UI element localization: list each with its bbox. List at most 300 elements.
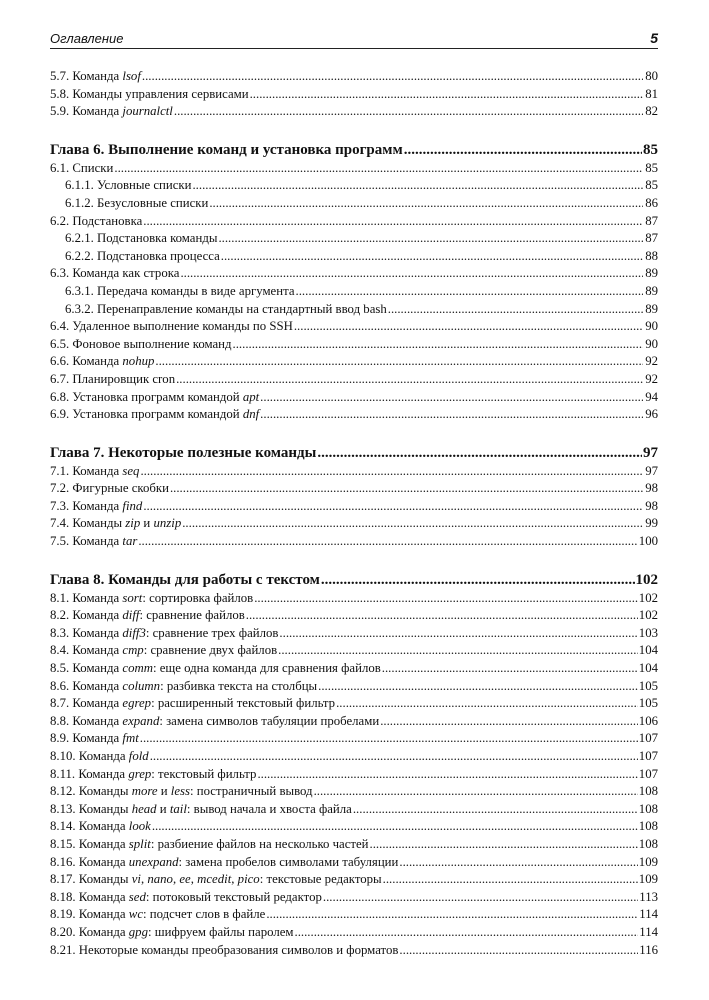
dot-leader: [257, 766, 637, 784]
entry-page-number: 105: [638, 696, 658, 711]
toc-entry[interactable]: [50, 730, 658, 748]
entry-text: 8.12. Команды: [50, 784, 132, 799]
entry-title: [65, 177, 191, 195]
entry-title: [50, 713, 379, 731]
entry-page-number: 114: [639, 907, 658, 922]
entry-text: : сравнение трех файлов: [145, 625, 279, 640]
dot-leader: [321, 571, 635, 590]
command-name: diff3: [122, 625, 146, 640]
entry-text: : сравнение двух файлов: [143, 643, 278, 658]
toc-section: [50, 68, 658, 121]
command-name: expand: [122, 713, 160, 728]
chapter-title: Глава 6. Выполнение команд и установка программ: [50, 141, 403, 158]
entry-text: ,: [140, 872, 148, 887]
toc-entry[interactable]: [50, 248, 658, 266]
entry-text: : подсчет слов в файле: [143, 907, 266, 922]
entry-text: : сортировка файлов: [142, 590, 254, 605]
toc-entry[interactable]: [50, 406, 658, 424]
toc-entry[interactable]: [50, 353, 658, 371]
entry-page-number: 86: [645, 195, 658, 210]
entry-text: 8.8. Команда: [50, 713, 123, 728]
dot-leader: [336, 695, 638, 713]
entry-text: 8.5. Команда: [50, 661, 123, 676]
dot-leader: [294, 318, 643, 336]
entry-text: 6.6. Команда: [50, 354, 123, 369]
toc-entry[interactable]: [50, 301, 658, 319]
toc-entry[interactable]: [50, 871, 658, 889]
entry-page-number: 109: [638, 854, 658, 869]
entry-text: : замена символов табуляции пробелами: [159, 713, 380, 728]
entry-page-number: 98: [645, 498, 658, 513]
entry-page-number: 89: [645, 283, 658, 298]
entry-title: [50, 103, 173, 121]
dot-leader: [353, 801, 638, 819]
toc-chapter-heading[interactable]: [50, 141, 658, 160]
dot-leader: [180, 265, 643, 283]
entry-text: : сравнение файлов: [139, 608, 245, 623]
running-header: [50, 30, 658, 49]
entry-text: 8.19. Команда: [50, 907, 129, 922]
dot-leader: [399, 942, 638, 960]
entry-title: [50, 695, 335, 713]
entry-title: [50, 660, 381, 678]
toc-entry[interactable]: [50, 906, 658, 924]
entry-title: [50, 389, 259, 407]
dot-leader: [318, 678, 638, 696]
dot-leader: [317, 444, 642, 463]
entry-text: и: [157, 784, 171, 799]
chapter-page-number: 85: [643, 141, 658, 158]
toc-entry[interactable]: [50, 801, 658, 819]
entry-text: 8.9. Команда: [50, 731, 123, 746]
entry-page-number: 87: [645, 231, 658, 246]
command-name: nohup: [122, 354, 155, 369]
entry-text: 6.1.1. Условные списки: [65, 178, 192, 193]
dot-leader: [221, 248, 643, 266]
toc-entry[interactable]: [50, 103, 658, 121]
entry-page-number: 82: [645, 104, 658, 119]
dot-leader: [404, 141, 642, 160]
toc-entry[interactable]: [50, 498, 658, 516]
entry-page-number: 108: [638, 836, 658, 851]
command-name: wc: [128, 907, 143, 922]
entry-title: [50, 607, 245, 625]
command-name: apt: [242, 389, 260, 404]
chapter-page-number: 102: [635, 571, 658, 588]
entry-text: ,: [190, 872, 198, 887]
entry-text: 6.1. Списки: [50, 160, 114, 175]
entry-text: 5.9. Команда: [50, 104, 123, 119]
entry-page-number: 108: [638, 784, 658, 799]
dot-leader: [192, 177, 643, 195]
entry-page-number: 102: [638, 608, 658, 623]
entry-text: 8.3. Команда: [50, 625, 123, 640]
entry-text: : разбиение файлов на несколько частей: [150, 836, 369, 851]
entry-page-number: 98: [645, 481, 658, 496]
command-name: pico: [237, 872, 260, 887]
entry-title: [50, 924, 294, 942]
entry-text: : шифруем файлы паролем: [147, 924, 294, 939]
chapter-title: Глава 7. Некоторые полезные команды: [50, 444, 317, 461]
dot-leader: [260, 406, 643, 424]
dot-leader: [143, 213, 643, 231]
entry-page-number: 107: [638, 731, 658, 746]
entry-text: 8.7. Команда: [50, 696, 123, 711]
entry-page-number: 106: [638, 713, 658, 728]
entry-text: : потоковый текстовый редактор: [145, 889, 322, 904]
entry-page-number: 89: [645, 266, 658, 281]
entry-text: 8.17. Команды: [50, 872, 132, 887]
entry-title: [50, 748, 149, 766]
entry-text: : замена пробелов символами табуляции: [178, 854, 399, 869]
command-name: sort: [122, 590, 143, 605]
entry-page-number: 90: [645, 319, 658, 334]
entry-page-number: 87: [645, 213, 658, 228]
entry-page-number: 94: [645, 389, 658, 404]
dot-leader: [176, 371, 643, 389]
entry-page-number: 89: [645, 301, 658, 316]
entry-text: 7.3. Команда: [50, 498, 123, 513]
command-name: vi: [131, 872, 141, 887]
toc-entry[interactable]: [50, 177, 658, 195]
toc-section: [50, 444, 658, 551]
entry-text: 6.4. Удаленное выполнение команды по SSH: [50, 319, 293, 334]
entry-text: 6.5. Фоновое выполнение команд: [50, 336, 232, 351]
entry-title: [50, 160, 113, 178]
entry-text: 6.1.2. Безусловные списки: [65, 195, 209, 210]
entry-text: 8.13. Команды: [50, 801, 132, 816]
entry-title: [50, 906, 265, 924]
entry-title: [50, 783, 313, 801]
chapter-title: Глава 8. Команды для работы с текстом: [50, 571, 320, 588]
command-name: more: [131, 784, 158, 799]
entry-text: : еще одна команда для сравнения файлов: [152, 661, 381, 676]
command-name: find: [122, 498, 143, 513]
toc-entry[interactable]: [50, 318, 658, 336]
entry-title: [50, 889, 322, 907]
command-name: fold: [128, 749, 149, 763]
dot-leader: [250, 86, 643, 104]
entry-page-number: 116: [639, 942, 658, 957]
entry-title: [65, 301, 387, 319]
entry-title: [50, 353, 154, 371]
toc-entry[interactable]: [50, 389, 658, 407]
entry-page-number: 103: [638, 625, 658, 640]
entry-page-number: 81: [645, 86, 658, 101]
dot-leader: [382, 660, 638, 678]
dot-leader: [155, 353, 643, 371]
entry-title: [50, 336, 232, 354]
entry-title: [50, 678, 317, 696]
dot-leader: [260, 389, 643, 407]
command-name: unzip: [153, 516, 182, 531]
command-name: fmt: [122, 731, 139, 746]
entry-title: [50, 371, 175, 389]
entry-text: 8.10. Команда: [50, 749, 129, 763]
toc-entry[interactable]: [50, 942, 658, 960]
entry-text: 7.2. Фигурные скобки: [50, 481, 169, 496]
toc-entry[interactable]: [50, 607, 658, 625]
entry-page-number: 104: [638, 643, 658, 658]
entry-text: 7.5. Команда: [50, 534, 123, 549]
entry-text: 6.9. Установка программ командой: [50, 407, 243, 422]
toc-entry[interactable]: [50, 463, 658, 481]
dot-leader: [152, 818, 638, 836]
entry-page-number: 104: [638, 661, 658, 676]
toc-section: [50, 571, 658, 959]
entry-page-number: 108: [638, 801, 658, 816]
dot-leader: [279, 625, 637, 643]
toc-entry[interactable]: [50, 533, 658, 551]
entry-title: [50, 213, 142, 231]
toc-entry[interactable]: [50, 766, 658, 784]
entry-text: 6.3. Команда как строка: [50, 266, 180, 281]
entry-text: 6.3.1. Передача команды в виде аргумента: [65, 283, 295, 298]
entry-text: 8.14. Команда: [50, 819, 129, 834]
entry-text: 7.1. Команда: [50, 463, 123, 478]
toc-entry[interactable]: [50, 678, 658, 696]
entry-page-number: 109: [638, 872, 658, 887]
entry-title: [65, 230, 217, 248]
command-name: journalctl: [122, 104, 173, 119]
entry-title: [50, 480, 169, 498]
entry-text: 8.1. Команда: [50, 590, 123, 605]
dot-leader: [143, 498, 643, 516]
entry-title: [50, 498, 142, 516]
toc-entry[interactable]: [50, 515, 658, 533]
command-name: dnf: [242, 407, 260, 422]
command-name: less: [170, 784, 190, 799]
toc-entry[interactable]: [50, 889, 658, 907]
entry-text: : текстовые редакторы: [259, 872, 382, 887]
command-name: nano: [147, 872, 173, 887]
entry-page-number: 88: [645, 248, 658, 263]
dot-leader: [278, 642, 638, 660]
dot-leader: [233, 336, 643, 354]
entry-page-number: 92: [645, 354, 658, 369]
dot-leader: [150, 748, 638, 766]
entry-page-number: 96: [645, 407, 658, 422]
command-name: split: [128, 836, 151, 851]
entry-text: 8.21. Некоторые команды преобразования символов и форматов: [50, 942, 399, 957]
entry-text: и: [156, 801, 170, 816]
entry-text: : текстовый фильтр: [151, 766, 257, 781]
entry-text: 8.18. Команда: [50, 889, 129, 904]
toc-entry[interactable]: [50, 86, 658, 104]
command-name: mcedit: [197, 872, 232, 887]
toc-entry[interactable]: [50, 160, 658, 178]
command-name: zip: [125, 516, 141, 531]
command-name: tail: [169, 801, 187, 816]
dot-leader: [140, 463, 643, 481]
entry-page-number: 102: [638, 590, 658, 605]
toc-entry[interactable]: [50, 195, 658, 213]
entry-page-number: 114: [639, 924, 658, 939]
dot-leader: [380, 713, 638, 731]
toc-entry[interactable]: [50, 265, 658, 283]
dot-leader: [388, 301, 643, 319]
dot-leader: [370, 836, 638, 854]
toc-chapter-heading[interactable]: [50, 571, 658, 590]
toc-entry[interactable]: [50, 625, 658, 643]
toc-entry[interactable]: [50, 713, 658, 731]
entry-page-number: 85: [645, 160, 658, 175]
entry-title: [50, 86, 249, 104]
entry-title: [50, 818, 151, 836]
dot-leader: [138, 533, 637, 551]
command-name: egrep: [122, 696, 152, 711]
toc-section: [50, 141, 658, 424]
entry-title: [65, 195, 208, 213]
toc-entry[interactable]: [50, 854, 658, 872]
entry-title: [50, 590, 253, 608]
entry-title: [50, 515, 181, 533]
dot-leader: [142, 68, 643, 86]
toc-entry[interactable]: [50, 695, 658, 713]
entry-text: : вывод начала и хвоста файла: [186, 801, 352, 816]
entry-title: [65, 248, 220, 266]
entry-text: 8.15. Команда: [50, 836, 129, 851]
entry-page-number: 80: [645, 69, 658, 83]
entry-title: [50, 854, 398, 872]
entry-text: 8.2. Команда: [50, 608, 123, 623]
entry-text: 6.2. Подстановка: [50, 213, 143, 228]
entry-text: 8.11. Команда: [50, 766, 129, 781]
entry-page-number: 92: [645, 371, 658, 386]
dot-leader: [170, 480, 643, 498]
toc-entry[interactable]: [50, 590, 658, 608]
entry-text: 6.3.2. Перенаправление команды на стандартный ввод bash: [65, 301, 387, 316]
toc-entry[interactable]: [50, 480, 658, 498]
entry-text: 8.6. Команда: [50, 678, 123, 693]
entry-text: ,: [172, 872, 180, 887]
entry-text: 6.8. Установка программ командой: [50, 389, 243, 404]
dot-leader: [314, 783, 638, 801]
table-of-contents: [50, 68, 658, 959]
dot-leader: [399, 854, 637, 872]
entry-text: 6.2.2. Подстановка процесса: [65, 248, 220, 263]
toc-entry[interactable]: [50, 836, 658, 854]
entry-title: [50, 801, 352, 819]
toc-entry[interactable]: [50, 783, 658, 801]
entry-title: [50, 642, 277, 660]
chapter-page-number: 97: [643, 444, 658, 461]
entry-text: и: [140, 516, 154, 531]
entry-page-number: 107: [638, 749, 658, 763]
dot-leader: [182, 515, 643, 533]
command-name: comm: [122, 661, 153, 676]
entry-title: [50, 766, 256, 784]
dot-leader: [323, 889, 638, 907]
toc-entry[interactable]: [50, 371, 658, 389]
entry-title: [50, 730, 139, 748]
dot-leader: [266, 906, 638, 924]
entry-title: [50, 318, 293, 336]
dot-leader: [296, 283, 643, 301]
entry-text: ,: [231, 872, 238, 887]
entry-title: [65, 283, 295, 301]
entry-page-number: 97: [645, 463, 658, 478]
entry-page-number: 100: [638, 534, 658, 549]
entry-text: : расширенный текстовый фильтр: [151, 696, 336, 711]
entry-text: : разбивка текста на столбцы: [160, 678, 318, 693]
entry-text: 7.4. Команды: [50, 516, 126, 531]
entry-title: [50, 265, 179, 283]
entry-text: 8.16. Команда: [50, 854, 129, 869]
command-name: diff: [122, 608, 140, 623]
command-name: column: [122, 678, 161, 693]
command-name: head: [131, 801, 157, 816]
toc-entry[interactable]: [50, 818, 658, 836]
command-name: gpg: [128, 924, 148, 939]
command-name: tar: [122, 534, 138, 549]
dot-leader: [140, 730, 638, 748]
entry-title: [50, 836, 369, 854]
command-name: cmp: [122, 643, 144, 658]
entry-title: [50, 533, 137, 551]
entry-title: [50, 406, 259, 424]
toc-entry[interactable]: [50, 748, 658, 766]
toc-entry[interactable]: [50, 213, 658, 231]
entry-text: 5.8. Команды управления сервисами: [50, 86, 249, 101]
dot-leader: [174, 103, 643, 121]
entry-page-number: 105: [638, 678, 658, 693]
command-name: look: [128, 819, 151, 834]
header-title: Оглавление: [50, 31, 124, 46]
toc-entry[interactable]: [50, 660, 658, 678]
entry-text: 5.7. Команда: [50, 69, 123, 83]
entry-page-number: 113: [639, 889, 658, 904]
entry-title: [50, 625, 278, 643]
entry-text: 8.4. Команда: [50, 643, 123, 658]
entry-text: 8.20. Команда: [50, 924, 129, 939]
toc-entry[interactable]: [50, 336, 658, 354]
entry-title: [50, 68, 141, 86]
entry-title: [50, 942, 398, 960]
dot-leader: [254, 590, 638, 608]
entry-title: [50, 463, 139, 481]
entry-page-number: 107: [638, 766, 658, 781]
command-name: unexpand: [128, 854, 179, 869]
entry-page-number: 99: [645, 516, 658, 531]
command-name: sed: [128, 889, 146, 904]
entry-page-number: 108: [638, 819, 658, 834]
command-name: lsof: [122, 69, 141, 83]
dot-leader: [209, 195, 643, 213]
toc-chapter-heading[interactable]: [50, 444, 658, 463]
dot-leader: [218, 230, 643, 248]
entry-page-number: 90: [645, 336, 658, 351]
entry-title: [50, 871, 382, 889]
entry-page-number: 85: [645, 178, 658, 193]
toc-entry[interactable]: [50, 68, 658, 86]
entry-text: 6.2.1. Подстановка команды: [65, 231, 218, 246]
toc-entry[interactable]: [50, 642, 658, 660]
toc-entry[interactable]: [50, 230, 658, 248]
command-name: grep: [128, 766, 152, 781]
dot-leader: [383, 871, 638, 889]
command-name: seq: [122, 463, 140, 478]
dot-leader: [246, 607, 638, 625]
dot-leader: [295, 924, 639, 942]
toc-entry[interactable]: [50, 283, 658, 301]
toc-entry[interactable]: [50, 924, 658, 942]
header-page-number: 5: [650, 30, 658, 46]
command-name: ee: [179, 872, 191, 887]
entry-text: 6.7. Планировщик cron: [50, 371, 176, 386]
dot-leader: [114, 160, 643, 178]
entry-text: : постраничный вывод: [189, 784, 313, 799]
